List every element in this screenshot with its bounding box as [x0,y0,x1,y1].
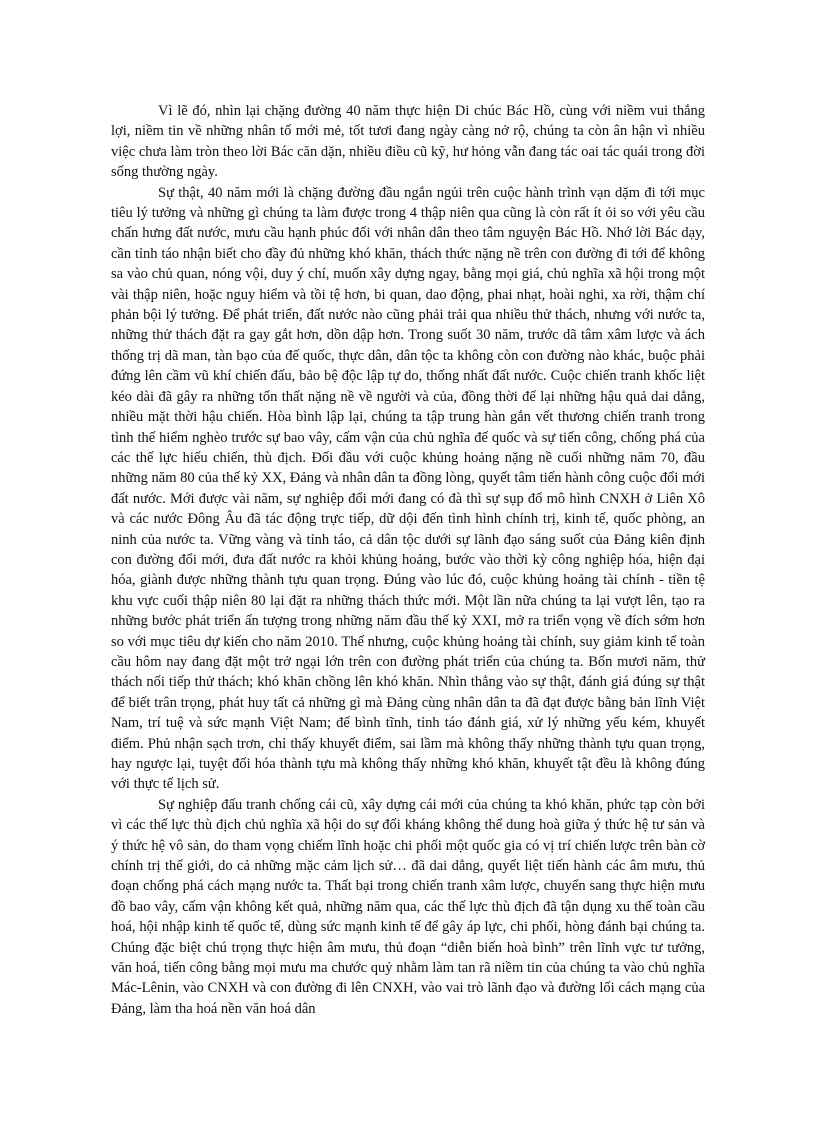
paragraph: Vì lẽ đó, nhìn lại chặng đường 40 năm thực hiện Di chúc Bác Hồ, cùng với niềm vui thắng lợi, niềm tin về những nhân tố mới mẻ, tốt tươi đang ngày càng nở rộ, chúng ta còn ân hận vì nhiều việc chưa làm tròn theo lời Bác căn dặn, nhiều điều cũ kỹ, hư hỏng vẫn đang tác oai tác quái trong đời sống thường ngày. [111,103,705,181]
paragraph: Sự nghiệp đấu tranh chống cái cũ, xây dựng cái mới của chúng ta khó khăn, phức tạp còn bởi vì các thế lực thù địch chủ nghĩa xã hội do sự đối kháng không thể dung hoà giữa ý thức hệ tư sản và ý thức hệ vô sản, do tham vọng chiếm lĩnh hoặc chi phối một quốc gia có vị trí chiến lược trên bàn cờ chính trị thế giới, do cả những mặc cảm lịch sử… đã dai dẳng, quyết liệt tiến hành các âm mưu, thủ đoạn chống phá cách mạng nước ta. Thất bại trong chiến tranh xâm lược, chuyển sang thực hiện mưu đồ bao vây, cấm vận không kết quả, những năm qua, các thế lực thù địch đã tận dụng xu thế toàn cầu hoá, hội nhập kinh tế quốc tế, dùng sức mạnh kinh tế để gây áp lực, chi phối, hòng đánh bại chúng ta. Chúng đặc biệt chú trọng thực hiện âm mưu, thủ đoạn “diễn biến hoà bình” trên lĩnh vực tư tưởng, văn hoá, tiến công bằng mọi mưu ma chước quỷ nhằm làm tan rã niềm tin của chúng ta vào chủ nghĩa Mác-Lênin, vào CNXH và con đường đi lên CNXH, vào vai trò lãnh đạo và đường lối cách mạng của Đảng, làm tha hoá nền văn hoá dân [111,796,705,1017]
body-text [111,101,705,1019]
paragraph: Sự thật, 40 năm mới là chặng đường đầu ngắn ngủi trên cuộc hành trình vạn dặm đi tới mục tiêu lý tưởng và những gì chúng ta làm được trong 4 thập niên qua cũng là còn rất ít ỏi so với yêu cầu chấn hưng đất nước, mưu cầu hạnh phúc đối với nhân dân theo tâm nguyện Bác Hồ. Nhớ lời Bác dạy, cần tỉnh táo nhận biết cho đầy đủ những khó khăn, thách thức nặng nề trên con đường đi tới để không sa vào chủ quan, nóng vội, duy ý chí, muốn xây dựng ngay, bằng mọi giá, chủ nghĩa xã hội trong một vài thập niên, hoặc nguy hiểm và tồi tệ hơn, bi quan, dao động, phai nhạt, hoài nghi, xa rời, thậm chí phản bội lý tưởng. Để phát triển, đất nước nào cũng phải trải qua nhiều thử thách, nhưng với nước ta, những thử thách đặt ra gay gắt hơn, dồn dập hơn. Trong suốt 30 năm, trước dã tâm xâm lược và ách thống trị dã man, tàn bạo của đế quốc, thực dân, dân tộc ta không còn con đường nào khác, buộc phải đứng lên cầm vũ khí chiến đấu, bảo bệ độc lập tự do, thống nhất đất nước. Cuộc chiến tranh khốc liệt kéo dài đã gây ra những tổn thất nặng nề về người và của, đồng thời để lại những hậu quả dai dẳng, nhiều mặt thời hậu chiến. Hòa bình lập lại, chúng ta tập trung hàn gắn vết thương chiến tranh trong tình thế hiểm nghèo trước sự bao vây, cấm vận của chủ nghĩa đế quốc và sự tiến công, chống phá của các thế lực hiếu chiến, thù địch. Đối đầu với cuộc khủng hoảng nặng nề cuối những năm 70, đầu những năm 80 của thế kỷ XX, Đảng và nhân dân ta đồng lòng, quyết tâm tiến hành công cuộc đổi mới đất nước. Mới được vài năm, sự nghiệp đổi mới đang có đà thì sự sụp đổ mô hình CNXH ở Liên Xô và các nước Đông Âu đã tác động trực tiếp, dữ dội đến tình hình chính trị, kinh tế, quốc phòng, an ninh của nước ta. Vững vàng và tỉnh táo, cả dân tộc dưới sự lãnh đạo sáng suốt của Đảng kiên định con đường đổi mới, đưa đất nước ra khỏi khủng hoảng, bước vào thời kỳ công nghiệp hóa, hiện đại hóa, giành được những thành tựu quan trọng. Đúng vào lúc đó, cuộc khủng hoảng tài chính - tiền tệ khu vực cuối thập niên 80 lại đặt ra những thách thức mới. Một lần nữa chúng ta lại vượt lên, tạo ra những bước phát triển ấn tượng trong những năm đầu thế kỷ XXI, mở ra triển vọng về đích sớm hơn so với mục tiêu dự kiến cho năm 2010. Thế nhưng, cuộc khủng hoảng tài chính, suy giảm kinh tế toàn cầu hôm nay đang đặt một trở ngại lớn trên con đường phát triển của chúng ta. Bốn mươi năm, thử thách nối tiếp thử thách; khó khăn chồng lên khó khăn. Nhìn thẳng vào sự thật, đánh giá đúng sự thật để biết trân trọng, phát huy tất cả những gì mà Đảng cùng nhân dân ta đã đạt được bằng bản lĩnh Việt Nam, trí tuệ và sức mạnh Việt Nam; để bình tĩnh, tỉnh táo đánh giá, xử lý những yếu kém, khuyết điểm. Phủ nhận sạch trơn, chỉ thấy khuyết điểm, sai lầm mà không thấy những thành tựu quan trọng, hay ngược lại, tuyệt đối hóa thành tựu mà không thấy những khó khăn, khuyết tật đều là không đúng với thực tế lịch sử. [111,184,705,793]
